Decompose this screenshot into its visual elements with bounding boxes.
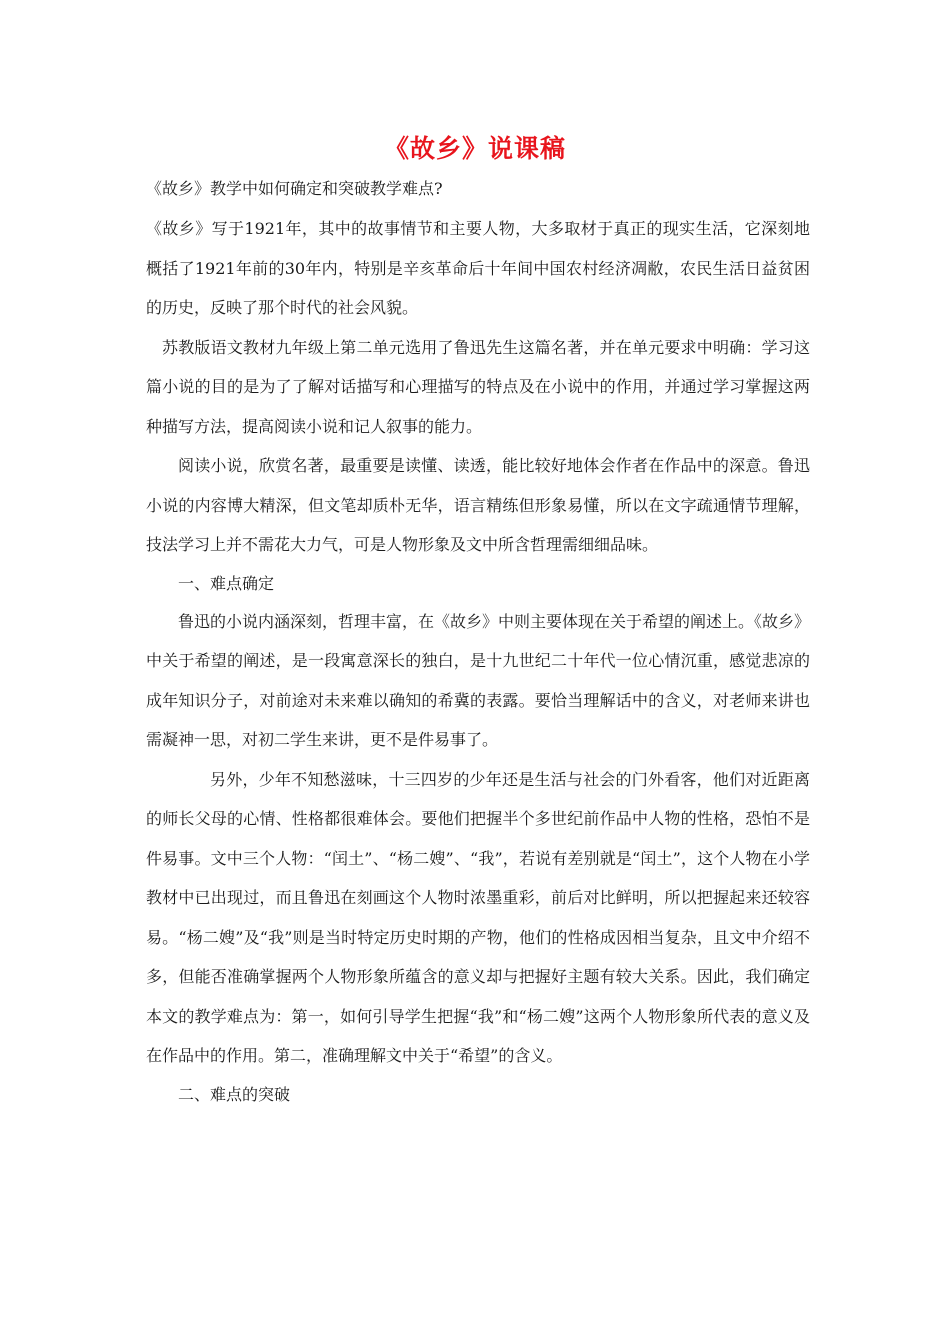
paragraph-characters: 另外，少年不知愁滋味，十三四岁的少年还是生活与社会的门外看客，他们对近距离的师长父母的心情、性格都很难体会。要他们把握半个多世纪前作品中人物的性格，恐怕不是件易事。文中三个人物：“闰土”、“杨二嫂”、“我”，若说有差别就是“闰土”，这个人物在小学教材中已出现过，而且鲁迅在刻画这个人物时浓墨重彩，前后对比鲜明，所以把握起来还较容易。“杨二嫂”及“我”则是当时特定历史时期的产物，他们的性格成因相当复杂，且文中介绍不多，但能否准确掌握两个人物形象所蕴含的意义却与把握好主题有较大关系。因此，我们确定本文的教学难点为：第一，如何引导学生把握“我”和“杨二嫂”这两个人物形象所代表的意义及在作品中的作用。第二，准确理解文中关于“希望”的含义。 bbox=[146, 769, 810, 1065]
guiding-question: 《故乡》教学中如何确定和突破教学难点? bbox=[146, 179, 443, 198]
document-body bbox=[146, 176, 810, 1113]
document-title: 《故乡》说课稿 bbox=[383, 134, 566, 163]
section-heading-breakthrough: 二、难点的突破 bbox=[178, 1084, 291, 1104]
paragraph-intro: 《故乡》写于1921年，其中的故事情节和主要人物，大多取材于真正的现实生活，它深刻地概括了1921年前的30年内，特别是辛亥革命后十年间中国农村经济凋敝，农民生活日益贫困的历史，反映了那个时代的社会风貌。 bbox=[146, 219, 810, 317]
section-heading-difficulty: 一、难点确定 bbox=[178, 573, 275, 593]
paragraph-reading: 阅读小说，欣赏名著，最重要是读懂、读透，能比较好地体会作者在作品中的深意。鲁迅小说的内容博大精深，但文笔却质朴无华，语言精练但形象易懂，所以在文字疏通情节理解，技法学习上并不需花大力气，可是人物形象及文中所含哲理需细细品味。 bbox=[146, 456, 810, 554]
paragraph-textbook: 苏教版语文教材九年级上第二单元选用了鲁迅先生这篇名著，并在单元要求中明确：学习这篇小说的目的是为了了解对话描写和心理描写的特点及在小说中的作用，并通过学习掌握这两种描写方法，提高阅读小说和记人叙事的能力。 bbox=[146, 337, 810, 436]
paragraph-hope: 鲁迅的小说内涵深刻，哲理丰富，在《故乡》中则主要体现在关于希望的阐述上。《故乡》中关于希望的阐述，是一段寓意深长的独白，是十九世纪二十年代一位心情沉重，感觉悲凉的成年知识分子，对前途对未来难以确知的希冀的表露。要恰当理解话中的含义，对老师来讲也需凝神一思，对初二学生来讲，更不是件易事了。 bbox=[146, 611, 811, 749]
